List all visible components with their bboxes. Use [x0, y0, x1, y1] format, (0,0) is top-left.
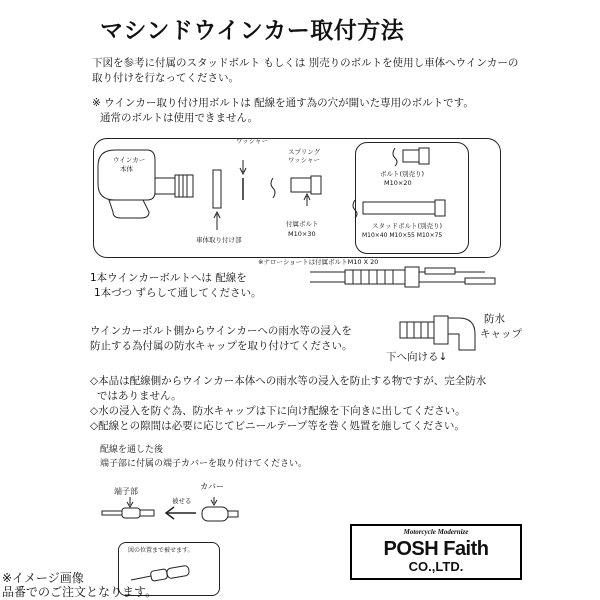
stud-bolt-sizes: M10×40 M10×55 M10×75: [362, 232, 443, 239]
spring-washer-shape: [271, 178, 275, 198]
winker-body-label-1: ウインカー: [113, 156, 146, 164]
page-title: マシンドウインカー取付方法: [100, 18, 405, 44]
cap-line-2: 防止する為付属の防水キャップを取り付けてください。: [90, 340, 353, 352]
bolt-size: M10×30: [288, 230, 316, 238]
cover-line-2: 端子部に付属の端子カバーを取り付けてください。: [100, 459, 308, 469]
bolt-head-shape: [311, 176, 321, 194]
footer-line-1: ※イメージ画像: [2, 571, 84, 585]
cap-label-1: 防水: [484, 313, 505, 325]
put-on-label: 被せる: [172, 497, 192, 505]
bullet-2: ◇水の浸入を防ぐ為、防水キャップは下に向け配線を下向きに出してください。: [90, 405, 466, 417]
wiring-drawing: [305, 262, 505, 302]
logo-main: POSH Faith: [383, 538, 489, 560]
bolt-sep-size: M10×20: [384, 179, 412, 187]
narrow-short-note: ※ナローショートは付属ボルトM10 X 20: [258, 258, 379, 266]
cap-line-1: ウインカーボルト側からウインカーへの雨水等の浸入を: [90, 325, 352, 337]
stud-bolt-shape: [363, 202, 435, 214]
intro-line-1: 下図を参考に付属のスタッドボルト もしくは 別売りのボルトを使用し車体へウインカーの: [92, 57, 519, 69]
cover-drawing: [98, 495, 248, 535]
mount-plate-shape: [213, 170, 221, 208]
logo-tagline: Motorcycle Modernize: [403, 528, 469, 536]
waterproof-cap-shape: [448, 318, 475, 350]
brand-logo: [350, 524, 522, 580]
terminal-label: 端子部: [114, 487, 138, 496]
note-line-2: 通常のボルトは使用できません。: [100, 112, 259, 124]
cover-shape: [202, 507, 228, 521]
note-line-1: ※ ウインカー取り付け用ボルトは 配線を通す為の穴が開いた専用のボルトです。: [92, 97, 474, 109]
wiring-line-1: 1本ウインカーボルトへは 配線を: [90, 272, 247, 284]
bullet-3: ◇配線との隙間は必要に応じてビニールテープ等を巻く処置を施してください。: [90, 420, 465, 432]
bullet-1b: ではありません。: [97, 390, 182, 402]
intro-line-2: 取り付けを行なってください。: [92, 72, 239, 84]
cover-label: カバー: [200, 482, 224, 491]
spring-washer-label-2: ワッシャー: [288, 156, 321, 164]
footer-line-2: 品番でのご注文となります。: [2, 585, 158, 599]
winker-lens-shape: [109, 200, 149, 218]
cap-label-2: キャップ: [480, 328, 522, 340]
logo-sub: CO.,LTD.: [408, 559, 464, 574]
washer-label: ワッシャー: [236, 137, 269, 145]
mount-label: 車体取り付け部: [196, 236, 242, 244]
bullet-1a: ◇本品は配線側からウインカー本体への雨水等の浸入を防止する物ですが、完全防水: [90, 375, 487, 387]
wiring-line-2: 1本づつ ずらして通してください。: [94, 287, 262, 299]
cap-drawing: [395, 310, 485, 355]
terminal-shape: [122, 508, 140, 518]
cover-line-1: 配線を通した後: [100, 445, 164, 455]
cap-down-label: 下へ向ける↓: [386, 351, 448, 363]
winker-body-label-2: 本体: [120, 165, 133, 173]
cover-detail-note: 図の位置まで被せます。: [128, 547, 194, 554]
stud-bolt-label: スタッドボルト(別売り): [372, 222, 443, 230]
spring-washer-label-1: スプリング: [288, 148, 321, 156]
bolt-label: 付属ボルト: [286, 220, 319, 228]
bolt-sep-label: ボルト(別売り): [380, 170, 425, 178]
